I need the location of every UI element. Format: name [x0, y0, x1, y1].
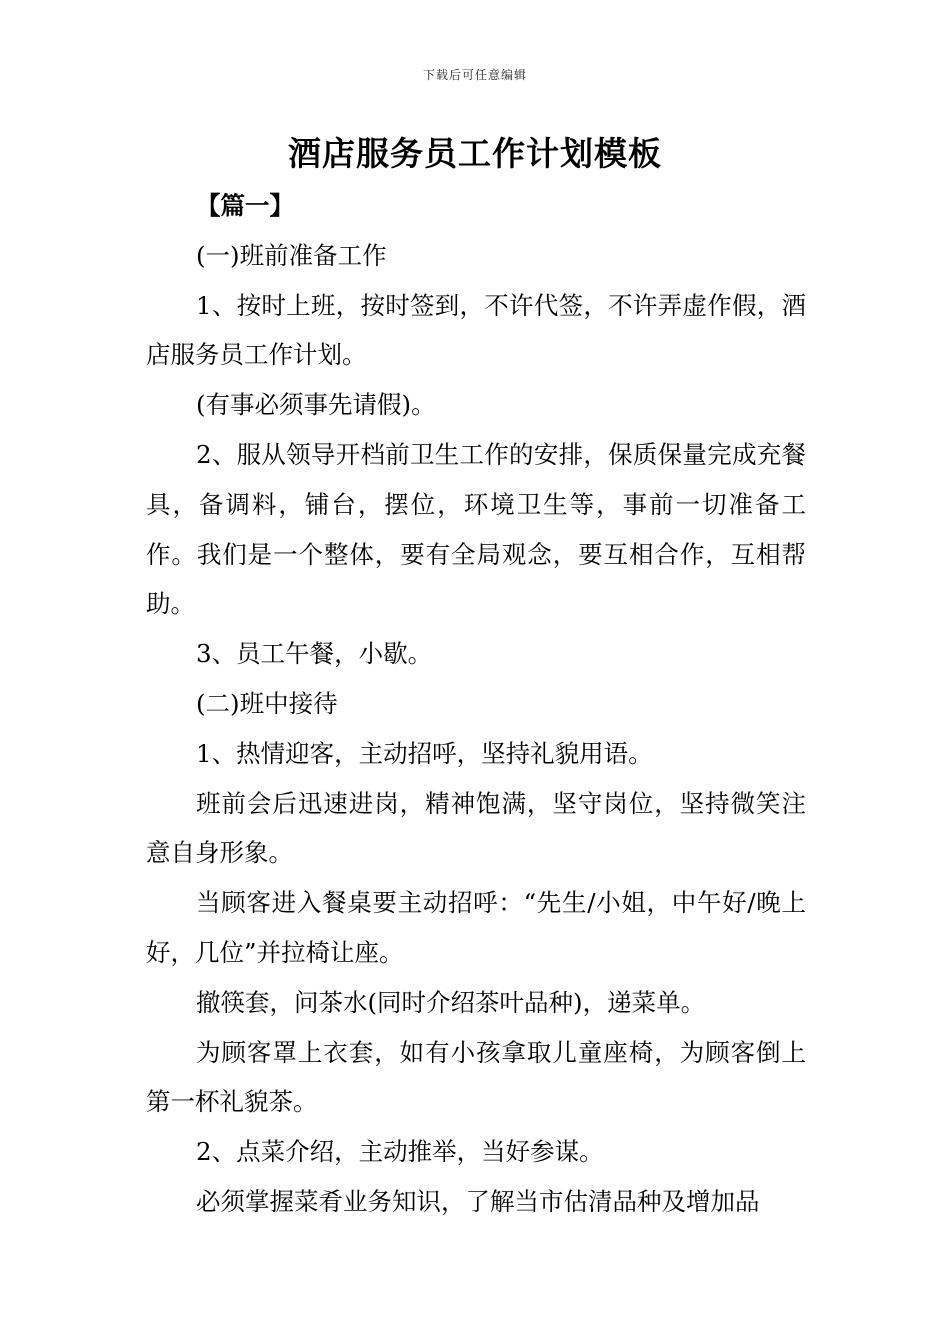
paragraph: (一)班前准备工作	[196, 240, 387, 270]
document-title: 酒店服务员工作计划模板	[288, 134, 662, 173]
paragraph: 为顾客罩上衣套，如有小孩拿取儿童座椅，为顾客倒上第一杯礼貌茶。	[146, 1037, 806, 1117]
header-note: 下载后可任意编辑	[422, 68, 527, 82]
paragraph: 当顾客进入餐桌要主动招呼：“先生/小姐，中午好/晚上好，几位”并拉椅让座。	[146, 888, 806, 967]
paragraph: (二)班中接待	[196, 688, 338, 718]
paragraph: 1、热情迎客，主动招呼，坚持礼貌用语。	[196, 738, 653, 768]
paragraph: 2、点菜介绍，主动推举，当好参谋。	[196, 1137, 604, 1167]
document-body	[146, 181, 806, 1227]
paragraph: 1、按时上班，按时签到，不许代签，不许弄虚作假，酒店服务员工作计划。	[146, 290, 806, 370]
paragraph: 撤筷套，问茶水(同时介绍茶叶品种)，递菜单。	[196, 987, 706, 1017]
paragraph: (有事必须事先请假)。	[196, 390, 436, 420]
section-heading: 【篇一】	[196, 191, 294, 220]
paragraph: 3、员工午餐，小歇。	[196, 639, 433, 669]
paragraph: 班前会后迅速进岗，精神饱满，坚守岗位，坚持微笑注意自身形象。	[146, 788, 806, 868]
paragraph: 2、服从领导开档前卫生工作的安排，保质保量完成充餐具，备调料，铺台，摆位，环境卫生等，事前一切准备工作。我们是一个整体，要有全局观念，要互相合作，互相帮助。	[146, 439, 806, 619]
paragraph: 必须掌握菜肴业务知识，了解当市估清品种及增加品	[196, 1186, 760, 1216]
